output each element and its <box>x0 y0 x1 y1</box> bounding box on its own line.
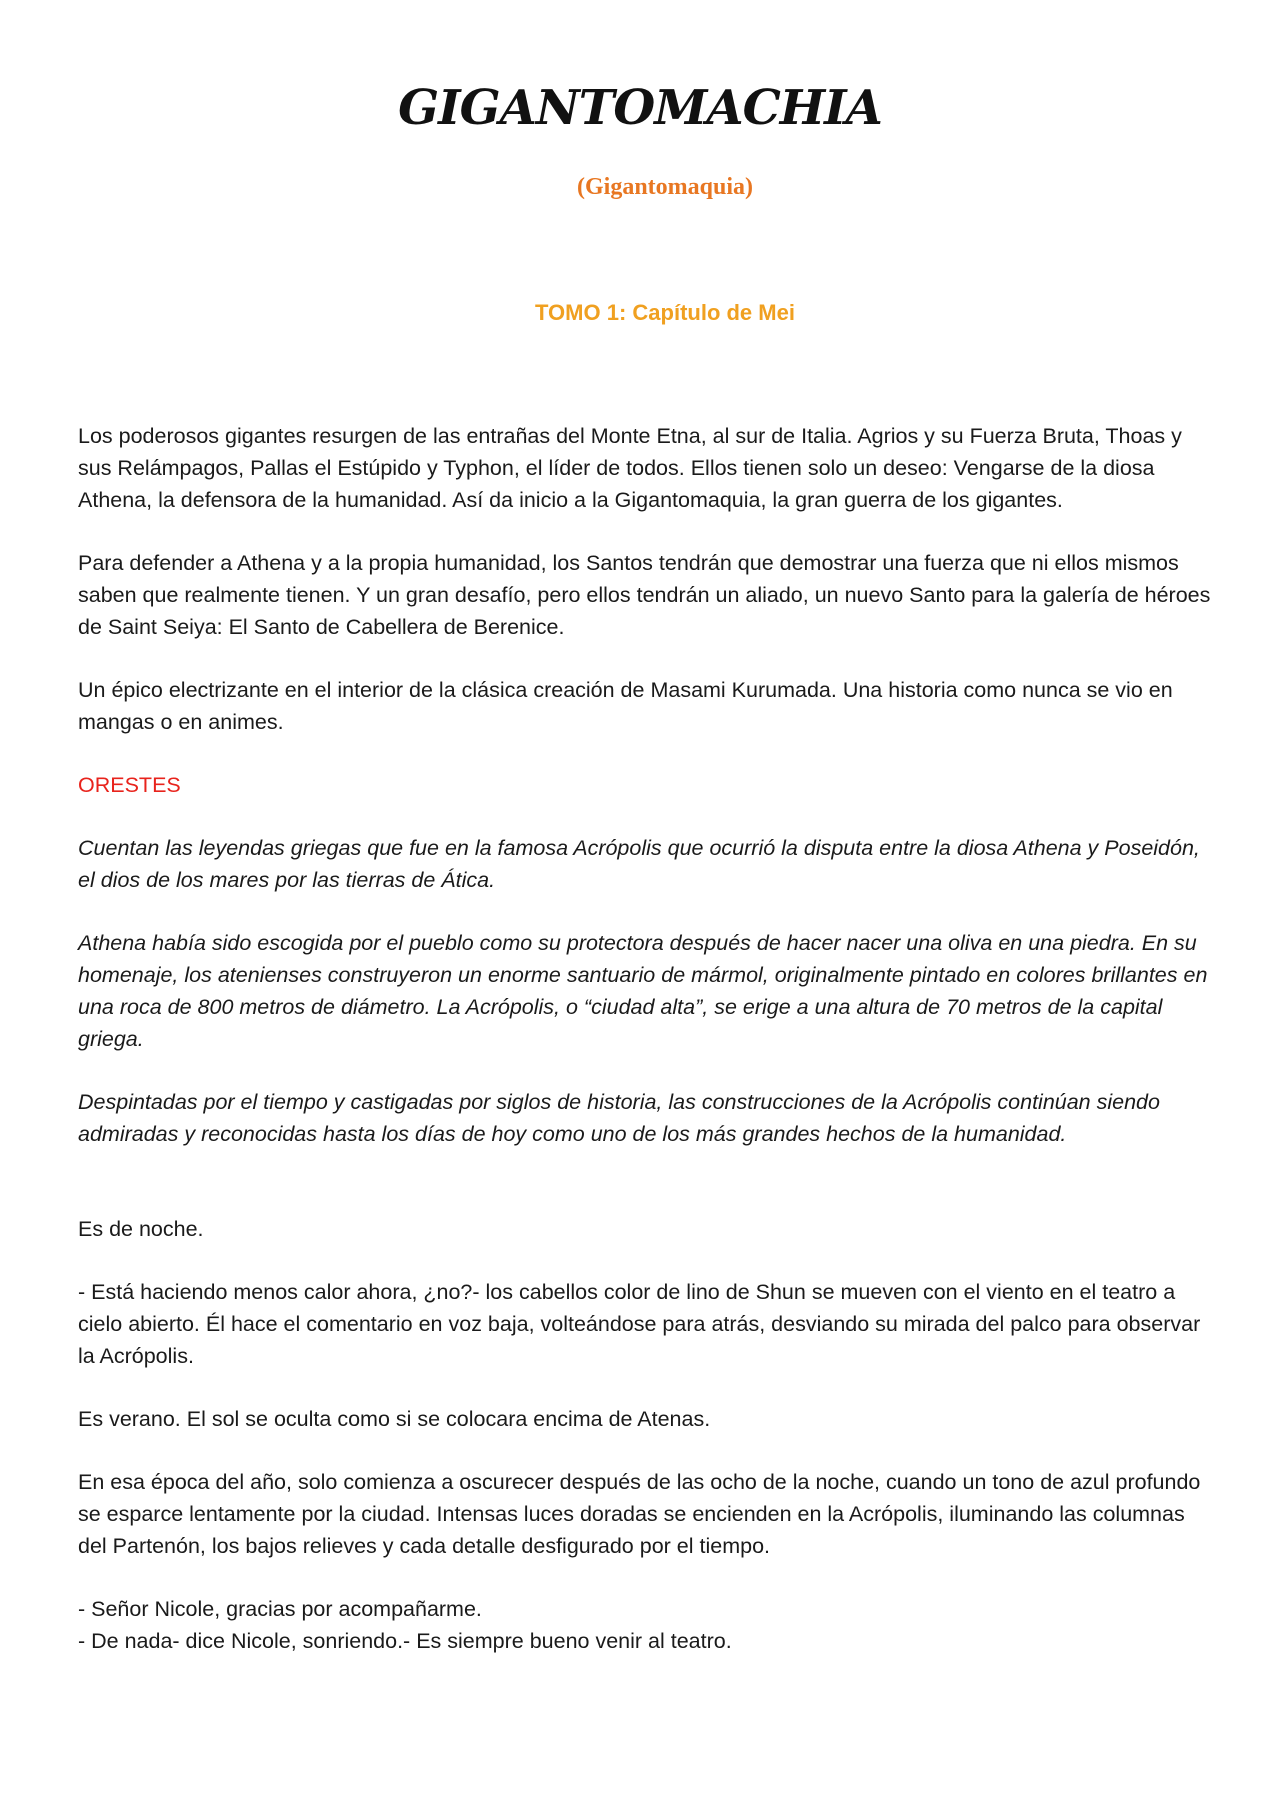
document-title: GIGANTOMACHIA <box>398 80 882 136</box>
chapter-heading: TOMO 1: Capítulo de Mei <box>535 300 795 325</box>
intro-paragraph-3: Un épico electrizante en el interior de la clásica creación de Masami Kurumada. Una historia como nunca se vio en mangas o en animes. <box>78 678 1173 734</box>
story-paragraph-4: En esa época del año, solo comienza a oscurecer después de las ocho de la noche, cuando un tono de azul profundo se esparce lentamente por la ciudad. Intensas luces doradas se encienden en la Acrópolis, iluminando las columnas del Partenón, los bajos relieves y cada detalle desfigurado por el tiempo. <box>78 1470 1201 1558</box>
italic-paragraph-3: Despintadas por el tiempo y castigadas por siglos de historia, las construcciones de la Acrópolis continúan siendo admiradas y reconocidas hasta los días de hoy como uno de los más grandes hechos de la humanidad. <box>78 1090 1160 1146</box>
italic-paragraph-2: Athena había sido escogida por el pueblo como su protectora después de hacer nacer una oliva en una piedra. En su homenaje, los atenienses construyeron un enorme santuario de mármol, originalmente pintado en colores brillantes en una roca de 800 metros de diámetro. La Acrópolis, o “ciudad alta”, se erige a una altura de 70 metros de la capital griega. <box>78 931 1208 1051</box>
italic-paragraph-1: Cuentan las leyendas griegas que fue en la famosa Acrópolis que ocurrió la disputa entre la diosa Athena y Poseidón, el dios de los mares por las tierras de Ática. <box>78 836 1200 892</box>
document-subtitle: (Gigantomaquia) <box>576 174 753 200</box>
intro-paragraph-1: Los poderosos gigantes resurgen de las entrañas del Monte Etna, al sur de Italia. Agrios y su Fuerza Bruta, Thoas y sus Relámpagos, Pallas el Estúpido y Typhon, el líder de todos. Ellos tienen solo un deseo: Vengarse de la diosa Athena, la defensora de la humanidad. Así da inicio a la Gigantomaquia, la gran guerra de los gigantes. <box>78 424 1182 512</box>
story-paragraph-3: Es verano. El sol se oculta como si se colocara encima de Atenas. <box>78 1407 711 1431</box>
story-paragraph-1: Es de noche. <box>78 1217 204 1241</box>
section-heading: ORESTES <box>78 773 181 797</box>
dialogue-line-2: - De nada- dice Nicole, sonriendo.- Es siempre bueno venir al teatro. <box>78 1629 732 1653</box>
dialogue-line-1: - Señor Nicole, gracias por acompañarme. <box>78 1597 482 1621</box>
story-paragraph-2: - Está haciendo menos calor ahora, ¿no?- los cabellos color de lino de Shun se mueven con el viento en el teatro a cielo abierto. Él hace el comentario en voz baja, volteándose para atrás, desviando su mirada del palco para observar la Acrópolis. <box>78 1280 1201 1368</box>
document-body <box>78 420 1218 1657</box>
intro-paragraph-2: Para defender a Athena y a la propia humanidad, los Santos tendrán que demostrar una fuerza que ni ellos mismos saben que realmente tienen. Y un gran desafío, pero ellos tendrán un aliado, un nuevo Santo para la galería de héroes de Saint Seiya: El Santo de Cabellera de Berenice. <box>78 551 1211 639</box>
